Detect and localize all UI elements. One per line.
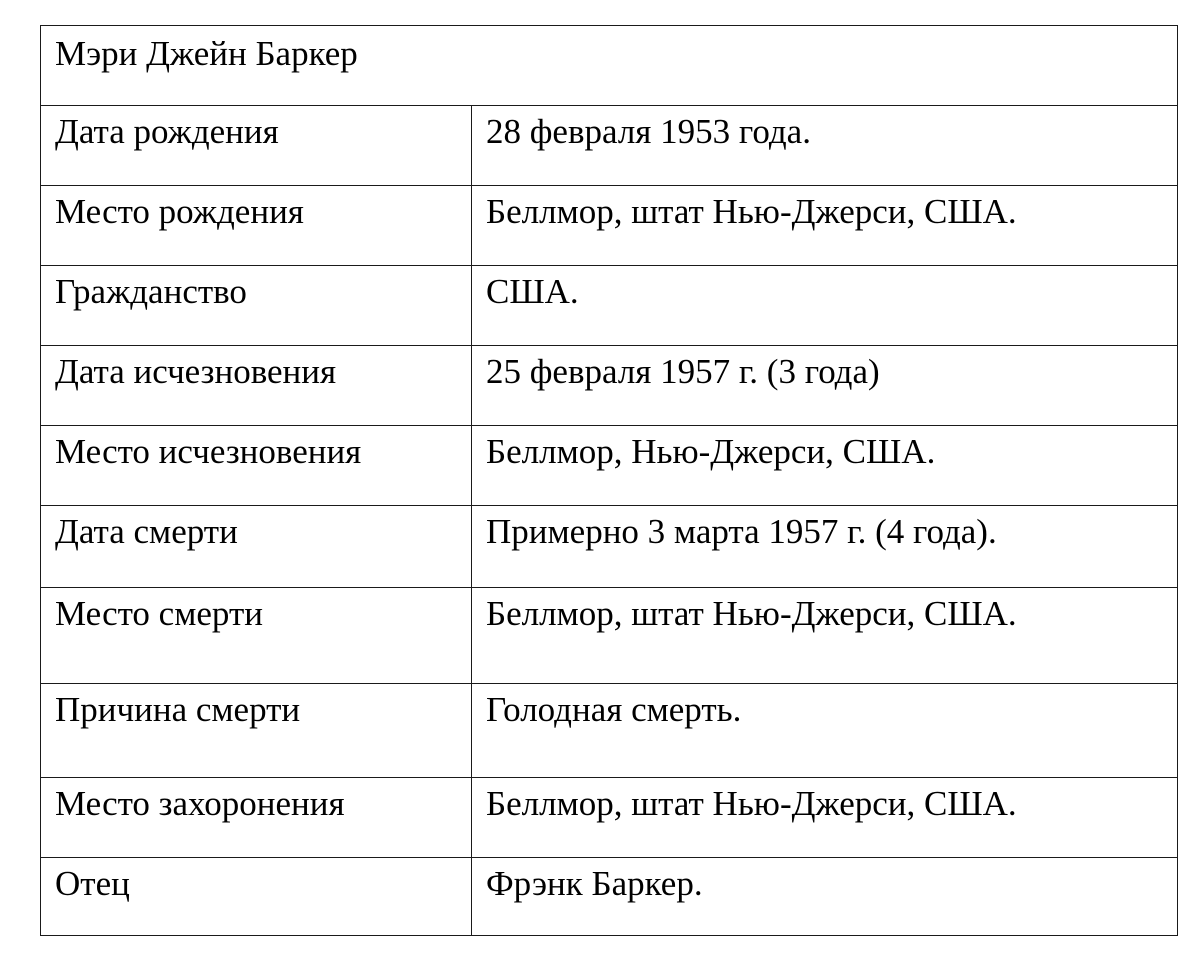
row-value: США. [486,272,579,311]
row-value: Беллмор, штат Нью-Джерси, США. [486,192,1017,231]
row-value: Голодная смерть. [486,690,742,729]
row-label: Причина смерти [55,690,301,729]
row-label: Место исчезновения [55,432,362,471]
table-row-death-place [41,588,1177,684]
row-label: Гражданство [55,272,247,311]
table-row-disappearance-place [41,426,1177,506]
biography-table [40,25,1178,936]
table-row-burial-place [41,778,1177,858]
row-value: Беллмор, Нью-Джерси, США. [486,432,936,471]
value-cell [472,346,1177,425]
row-label: Дата смерти [55,512,238,551]
row-label: Место рождения [55,192,304,231]
row-label: Дата рождения [55,112,279,151]
value-cell [472,106,1177,185]
table-row-birth-date [41,106,1177,186]
table-row-birth-place [41,186,1177,266]
value-cell [472,684,1177,777]
table-row-death-date [41,506,1177,588]
row-label: Дата исчезновения [55,352,337,391]
value-cell [472,506,1177,587]
row-value: 28 февраля 1953 года. [486,112,811,151]
label-cell [41,426,472,505]
table-row-disappearance-date [41,346,1177,426]
row-value: Беллмор, штат Нью-Джерси, США. [486,784,1017,823]
label-cell [41,778,472,857]
row-label: Место захоронения [55,784,345,823]
value-cell [472,186,1177,265]
label-cell [41,186,472,265]
label-cell [41,506,472,587]
table-row-father [41,858,1177,935]
label-cell [41,346,472,425]
row-value: 25 февраля 1957 г. (3 года) [486,352,880,391]
table-row-death-cause [41,684,1177,778]
row-value: Фрэнк Баркер. [486,864,703,903]
row-value: Примерно 3 марта 1957 г. (4 года). [486,512,997,551]
row-value: Беллмор, штат Нью-Джерси, США. [486,594,1017,633]
table-row-citizenship [41,266,1177,346]
label-cell [41,266,472,345]
label-cell [41,684,472,777]
row-label: Место смерти [55,594,263,633]
label-cell [41,858,472,935]
value-cell [472,588,1177,683]
table-title: Мэри Джейн Баркер [55,34,358,73]
table-title-row [41,26,1177,106]
value-cell [472,778,1177,857]
label-cell [41,588,472,683]
value-cell [472,266,1177,345]
value-cell [472,858,1177,935]
row-label: Отец [55,864,130,903]
value-cell [472,426,1177,505]
label-cell [41,106,472,185]
